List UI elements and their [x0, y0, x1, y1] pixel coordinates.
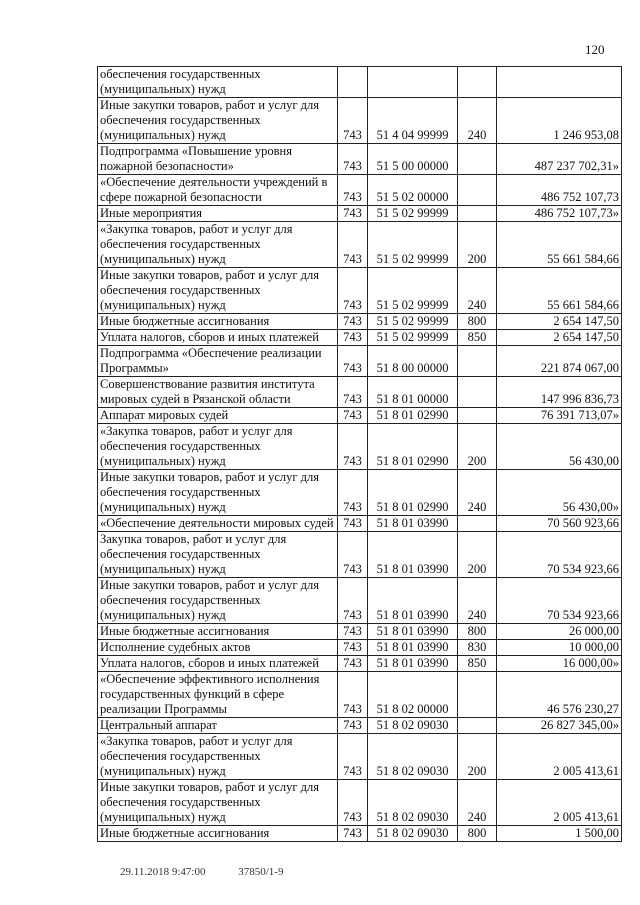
row-sum: 26 000,00: [497, 624, 622, 640]
row-csr-code: 51 5 02 99999: [368, 206, 458, 222]
row-name: Уплата налогов, сборов и иных платежей: [98, 330, 338, 346]
row-sum: 46 576 230,27: [497, 672, 622, 718]
row-gr-code: 743: [338, 98, 368, 144]
row-name: Иные закупки товаров, работ и услуг для обеспечения государственных (муниципальных) нужд: [98, 98, 338, 144]
row-name: «Обеспечение эффективного исполнения государственных функций в сфере реализации Программы: [98, 672, 338, 718]
table-row: [98, 206, 622, 222]
row-csr-code: 51 8 01 03990: [368, 656, 458, 672]
row-gr-code: 743: [338, 175, 368, 206]
row-name: «Закупка товаров, работ и услуг для обеспечения государственных (муниципальных) нужд: [98, 734, 338, 780]
table-row: [98, 330, 622, 346]
table-row: [98, 67, 622, 98]
row-gr-code: 743: [338, 377, 368, 408]
table-row: [98, 268, 622, 314]
row-vr-code: 830: [458, 640, 497, 656]
row-name: Иные бюджетные ассигнования: [98, 624, 338, 640]
footer-document-id: 37850/1-9: [238, 866, 284, 878]
row-vr-code: 240: [458, 780, 497, 826]
row-vr-code: [458, 67, 497, 98]
row-name: «Обеспечение деятельности учреждений в сфере пожарной безопасности: [98, 175, 338, 206]
footer-timestamp: 29.11.2018 9:47:00: [120, 866, 206, 878]
row-vr-code: [458, 718, 497, 734]
row-csr-code: 51 5 00 00000: [368, 144, 458, 175]
table-row: [98, 516, 622, 532]
row-sum: 70 560 923,66: [497, 516, 622, 532]
row-gr-code: 743: [338, 780, 368, 826]
row-vr-code: 240: [458, 470, 497, 516]
row-csr-code: 51 8 02 09030: [368, 718, 458, 734]
row-csr-code: 51 4 04 99999: [368, 98, 458, 144]
page-number: 120: [585, 42, 605, 57]
row-name: Исполнение судебных актов: [98, 640, 338, 656]
row-vr-code: 850: [458, 656, 497, 672]
row-gr-code: 743: [338, 624, 368, 640]
row-vr-code: 200: [458, 734, 497, 780]
row-name: Аппарат мировых судей: [98, 408, 338, 424]
table-row: [98, 578, 622, 624]
budget-table: [97, 66, 622, 842]
row-vr-code: [458, 175, 497, 206]
row-csr-code: 51 8 01 03990: [368, 624, 458, 640]
table-row: [98, 144, 622, 175]
row-sum: [497, 67, 622, 98]
row-name: обеспечения государственных (муниципальных) нужд: [98, 67, 338, 98]
row-sum: 55 661 584,66: [497, 222, 622, 268]
row-name: Подпрограмма «Повышение уровня пожарной безопасности»: [98, 144, 338, 175]
row-sum: 76 391 713,07»: [497, 408, 622, 424]
row-vr-code: [458, 408, 497, 424]
row-gr-code: 743: [338, 222, 368, 268]
row-gr-code: 743: [338, 268, 368, 314]
row-vr-code: 800: [458, 624, 497, 640]
row-sum: 16 000,00»: [497, 656, 622, 672]
row-sum: 70 534 923,66: [497, 532, 622, 578]
row-csr-code: 51 5 02 99999: [368, 268, 458, 314]
row-csr-code: 51 8 02 09030: [368, 734, 458, 780]
row-gr-code: 743: [338, 718, 368, 734]
table-row: [98, 640, 622, 656]
row-gr-code: 743: [338, 826, 368, 842]
row-name: Иные мероприятия: [98, 206, 338, 222]
row-vr-code: 240: [458, 268, 497, 314]
row-vr-code: 200: [458, 424, 497, 470]
row-name: Иные бюджетные ассигнования: [98, 826, 338, 842]
row-sum: 2 005 413,61: [497, 734, 622, 780]
row-csr-code: 51 8 01 03990: [368, 532, 458, 578]
row-name: «Закупка товаров, работ и услуг для обеспечения государственных (муниципальных) нужд: [98, 222, 338, 268]
row-sum: 486 752 107,73: [497, 175, 622, 206]
row-name: Совершенствование развития института мировых судей в Рязанской области: [98, 377, 338, 408]
row-sum: 2 654 147,50: [497, 314, 622, 330]
row-gr-code: 743: [338, 656, 368, 672]
table-row: [98, 672, 622, 718]
table-row: [98, 408, 622, 424]
row-csr-code: 51 8 02 09030: [368, 780, 458, 826]
row-csr-code: 51 8 01 02990: [368, 470, 458, 516]
row-sum: 1 246 953,08: [497, 98, 622, 144]
row-vr-code: 800: [458, 826, 497, 842]
row-csr-code: 51 5 02 99999: [368, 314, 458, 330]
row-sum: 486 752 107,73»: [497, 206, 622, 222]
table-row: [98, 718, 622, 734]
row-gr-code: 743: [338, 346, 368, 377]
budget-table-body: [98, 67, 622, 842]
table-row: [98, 532, 622, 578]
row-name: Иные закупки товаров, работ и услуг для обеспечения государственных (муниципальных) нужд: [98, 470, 338, 516]
row-csr-code: [368, 67, 458, 98]
row-vr-code: 200: [458, 532, 497, 578]
table-row: [98, 175, 622, 206]
row-vr-code: [458, 377, 497, 408]
row-vr-code: 850: [458, 330, 497, 346]
row-sum: 1 500,00: [497, 826, 622, 842]
row-csr-code: 51 8 01 03990: [368, 640, 458, 656]
row-sum: 10 000,00: [497, 640, 622, 656]
row-name: Иные закупки товаров, работ и услуг для обеспечения государственных (муниципальных) нужд: [98, 268, 338, 314]
row-gr-code: 743: [338, 578, 368, 624]
table-row: [98, 222, 622, 268]
row-csr-code: 51 5 02 99999: [368, 222, 458, 268]
row-csr-code: 51 8 01 02990: [368, 424, 458, 470]
row-name: Уплата налогов, сборов и иных платежей: [98, 656, 338, 672]
row-sum: 56 430,00: [497, 424, 622, 470]
row-csr-code: 51 8 01 02990: [368, 408, 458, 424]
row-csr-code: 51 8 02 00000: [368, 672, 458, 718]
row-gr-code: 743: [338, 532, 368, 578]
table-row: [98, 424, 622, 470]
row-csr-code: 51 5 02 00000: [368, 175, 458, 206]
row-csr-code: 51 8 01 03990: [368, 516, 458, 532]
row-name: «Закупка товаров, работ и услуг для обеспечения государственных (муниципальных) нужд: [98, 424, 338, 470]
row-gr-code: 743: [338, 470, 368, 516]
table-row: [98, 98, 622, 144]
table-row: [98, 734, 622, 780]
row-csr-code: 51 5 02 99999: [368, 330, 458, 346]
row-gr-code: 743: [338, 144, 368, 175]
row-sum: 70 534 923,66: [497, 578, 622, 624]
row-vr-code: 800: [458, 314, 497, 330]
row-name: «Обеспечение деятельности мировых судей: [98, 516, 338, 532]
row-sum: 2 005 413,61: [497, 780, 622, 826]
row-sum: 55 661 584,66: [497, 268, 622, 314]
row-name: Иные закупки товаров, работ и услуг для обеспечения государственных (муниципальных) нужд: [98, 780, 338, 826]
table-row: [98, 656, 622, 672]
row-gr-code: 743: [338, 314, 368, 330]
row-sum: 147 996 836,73: [497, 377, 622, 408]
row-gr-code: 743: [338, 734, 368, 780]
row-gr-code: 743: [338, 330, 368, 346]
row-vr-code: [458, 672, 497, 718]
row-vr-code: 240: [458, 578, 497, 624]
table-row: [98, 314, 622, 330]
row-gr-code: 743: [338, 424, 368, 470]
row-gr-code: 743: [338, 516, 368, 532]
row-gr-code: 743: [338, 408, 368, 424]
row-vr-code: [458, 144, 497, 175]
row-sum: 26 827 345,00»: [497, 718, 622, 734]
row-csr-code: 51 8 01 00000: [368, 377, 458, 408]
row-csr-code: 51 8 02 09030: [368, 826, 458, 842]
table-row: [98, 780, 622, 826]
footer: [120, 866, 283, 878]
table-row: [98, 346, 622, 377]
row-sum: 2 654 147,50: [497, 330, 622, 346]
row-gr-code: 743: [338, 640, 368, 656]
row-gr-code: 743: [338, 672, 368, 718]
table-row: [98, 470, 622, 516]
row-sum: 56 430,00»: [497, 470, 622, 516]
row-sum: 487 237 702,31»: [497, 144, 622, 175]
row-sum: 221 874 067,00: [497, 346, 622, 377]
row-name: Иные закупки товаров, работ и услуг для обеспечения государственных (муниципальных) нужд: [98, 578, 338, 624]
row-name: Подпрограмма «Обеспечение реализации Программы»: [98, 346, 338, 377]
row-vr-code: [458, 516, 497, 532]
row-gr-code: [338, 67, 368, 98]
table-row: [98, 624, 622, 640]
row-vr-code: 200: [458, 222, 497, 268]
row-vr-code: [458, 206, 497, 222]
row-vr-code: [458, 346, 497, 377]
table-row: [98, 826, 622, 842]
row-gr-code: 743: [338, 206, 368, 222]
row-vr-code: 240: [458, 98, 497, 144]
table-row: [98, 377, 622, 408]
row-csr-code: 51 8 01 03990: [368, 578, 458, 624]
row-name: Иные бюджетные ассигнования: [98, 314, 338, 330]
row-name: Закупка товаров, работ и услуг для обеспечения государственных (муниципальных) нужд: [98, 532, 338, 578]
row-name: Центральный аппарат: [98, 718, 338, 734]
row-csr-code: 51 8 00 00000: [368, 346, 458, 377]
